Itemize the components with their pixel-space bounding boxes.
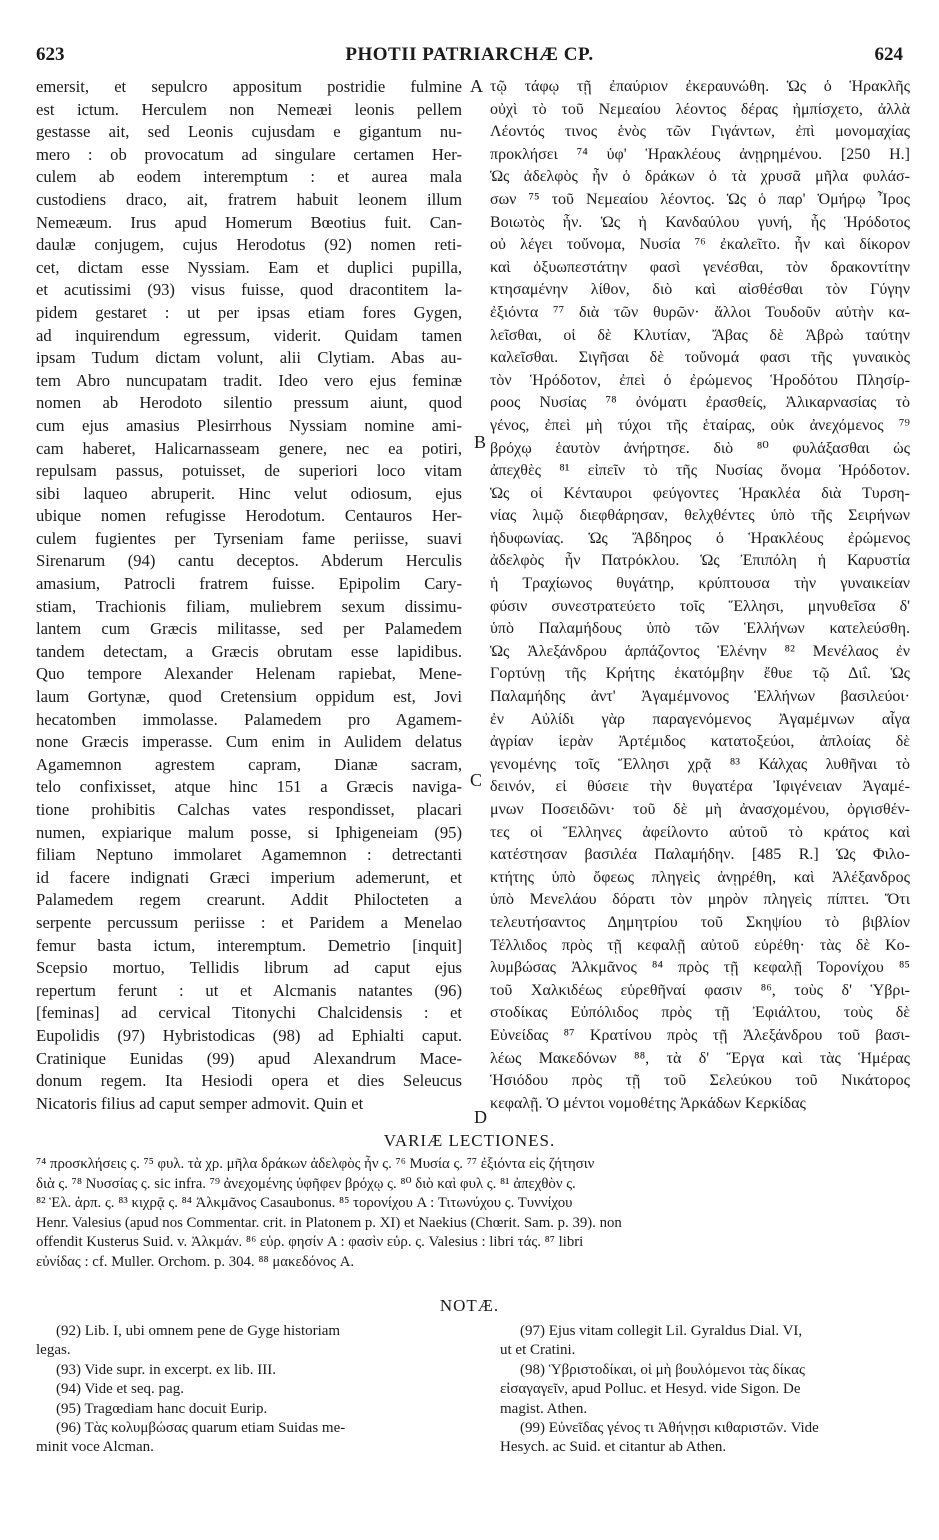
- latin-line: Cratinique Eunidas (99) apud Alexandrum Mace-: [36, 1048, 462, 1068]
- latin-line: tem Abro nuncupatam tradit. Ideo vero ejus feminæ: [36, 370, 462, 390]
- greek-line: οὐ λέγει τοὔνομα, Νυσία ⁷⁶ ἐκαλεῖτο. ἦν καὶ δίκορον: [490, 236, 910, 254]
- greek-line: λυμβώσας Ἀλκμᾶνος ⁸⁴ πρὸς τῇ κεφαλῇ Τορονίχου ⁸⁵: [490, 959, 910, 977]
- greek-line: ἡδυφωνίας. Ὡς Ἄβδηρος ὁ Ἡρακλέους ἐρώμενος: [490, 529, 910, 547]
- latin-line: culem ab eodem interemptum : et aurea mala: [36, 167, 462, 187]
- latin-line: custodiens draco, ait, fratrem habuit leonem illum: [36, 189, 462, 209]
- greek-line: κεφαλῇ. Ὁ μέντοι νομοθέτης Ἀρκάδων Κερκίδας: [490, 1094, 806, 1112]
- latin-line: ubique nomen refugisse Herodotum. Centauros Her-: [36, 506, 462, 526]
- note-line: magist. Athen.: [500, 1400, 588, 1417]
- latin-line: Agamemnon agrestem capram, Dianæ sacram,: [36, 754, 462, 774]
- greek-line: ἀγρίαν ἱερὰν Ἀρτέμιδος κατατοξεύοι, ἀπλοίας δὲ: [490, 733, 910, 751]
- latin-line: est ictum. Herculem non Nemeæi leonis pellem: [36, 99, 462, 119]
- page-number-left: 623: [36, 44, 65, 65]
- note-line: legas.: [36, 1342, 71, 1359]
- greek-line: ὑπὸ Παλαμήδους ὑπὸ τῶν Ἑλλήνων κατελεύσθη.: [490, 620, 910, 638]
- variant-reading-line: ⁷⁴ προσκλήσεις ς. ⁷⁵ φυλ. τὰ χρ. μῆλα δράκων ἀδελφὸς ἦν ς. ⁷⁶ Μυσία ς. ⁷⁷ ἐξιόντα εἰς ζήτησιν: [36, 1156, 595, 1172]
- note-line: minit voce Alcman.: [36, 1439, 154, 1456]
- greek-line: καλεῖσθαι. Σιγῆσαι δὲ τοὔνομά φασι τῆς γυναικὸς: [490, 349, 910, 367]
- variant-reading-line: offendit Kusterus Suid. v. Ἀλκμάν. ⁸⁶ εὑρ. φησίν A : φασὶν εὑρ. ς. Valesius : libri τάς. ⁸⁷ libri: [36, 1234, 584, 1251]
- latin-line: mero : ob provocatum ad singulare certamen Her-: [36, 144, 462, 164]
- greek-line: τελευτήσαντος Δημητρίου τοῦ Σκηψίου τὸ βιβλίον: [490, 913, 910, 931]
- note-line: εἰσαγαγεῖν, apud Polluc. et Hesyd. vide Sigon. De: [500, 1381, 801, 1398]
- margin-mark-b: B: [474, 432, 487, 452]
- latin-line: sibi laqueo abruperit. Hinc velut odiosum, ejus: [36, 483, 462, 503]
- latin-line: ipsam Tudum dictam volunt, alii Clytiam. Abas au-: [36, 348, 462, 368]
- note-line: (94) Vide et seq. pag.: [56, 1381, 184, 1398]
- greek-line: ἀδελφὸς ἦν Πατρόκλου. Ὡς Ἐπιπόλη ἡ Καρυστία: [490, 552, 910, 570]
- greek-line: τῷ τάφῳ τῇ ἐπαύριον ἐκεραυνώθη. Ὡς ὁ Ἡρακλῆς: [490, 78, 910, 95]
- note-line: (98) Ὑβριστοδίκαι, οἱ μὴ βουλόμενοι τὰς δίκας: [520, 1361, 805, 1378]
- greek-line: προκλήσει ⁷⁴ ὑφ' Ἡρακλέους ἀνῃρημένου. [250 H.]: [490, 145, 910, 163]
- greek-line: Εὐνείδας ⁸⁷ Κρατίνου πρὸς τῇ Ἀλεξάνδρου τοῦ βασι-: [490, 1026, 910, 1044]
- greek-line: Ὡς οἱ Κένταυροι φεύγοντες Ἡρακλέα διὰ Τυρση-: [490, 484, 910, 502]
- note-line: ut et Cratini.: [500, 1342, 576, 1359]
- latin-line: tandem detectam, a Græcis obrutam esse lapidibus.: [36, 641, 462, 661]
- greek-line: Παλαμήδης ἀντ' Ἀγαμέμνονος Ἑλλήνων βασιλεύοι·: [490, 688, 910, 706]
- greek-line: ροος Νυσίας ⁷⁸ ὀνόματι ἐρασθείς, Ἁλικαρνασίας τὸ: [490, 394, 910, 412]
- greek-line: κτήτης ὑπὸ ὄφεως πληγεὶς ἀνῃρέθη, καὶ Ἀλέξανδρος: [490, 868, 910, 886]
- latin-line: tione prohibitis Calchas vates respondisset, placari: [36, 800, 462, 819]
- greek-line: τες οἱ Ἕλληνες ἀφείλοντο αὐτοῦ τὸ κράτος καὶ: [490, 823, 910, 841]
- running-title: PHOTII PATRIARCHÆ CP.: [345, 44, 594, 65]
- variant-reading-line: Henr. Valesius (apud nos Commentar. crit. in Platonem p. XI) et Naekius (Chœrit. Sam. p. 39). non: [36, 1214, 622, 1231]
- greek-line: οὐχὶ τὸ τοῦ Νεμεαίου λέοντος δέρας ἠμπίσχετο, ἀλλὰ: [490, 100, 910, 118]
- latin-line: daulæ conjugem, cujus Herodotus (92) nomen reti-: [36, 235, 462, 255]
- latin-line: ad inquirendum egressum, viderit. Quidam tamen: [36, 325, 462, 345]
- greek-line: νίας λιμῷ διεφθάρησαν, θελχθέντες ὑπὸ τῆς Σειρήνων: [490, 507, 910, 525]
- latin-line: culem fugientes per Tyrseniam fame periisse, suavi: [36, 528, 462, 548]
- latin-line: telo confixisset, atque hinc 151 a Græcis naviga-: [36, 777, 462, 797]
- greek-line: καὶ ὀξυωπεστάτην φασὶ γενέσθαι, τὸν δρακοντίτην: [490, 258, 910, 276]
- latin-line: filiam Neptuno immolaret Agamemnon : detrectanti: [36, 845, 462, 865]
- latin-line: hecatomben immolasse. Palamedem pro Agamem-: [36, 709, 462, 729]
- margin-mark-a: A: [470, 76, 483, 96]
- greek-line: Βοιωτὸς ἦν. Ὡς ἡ Κανδαύλου γυνή, ἧς Ἡρόδοτος: [490, 213, 910, 231]
- latin-line: Nicatoris filius ad caput semper admovit. Quin et: [36, 1093, 364, 1113]
- greek-line: Τέλλιδος πρὸς τῇ κεφαλῇ αὐτοῦ εὑρέθη· τὰς δὲ Κο-: [490, 936, 910, 954]
- greek-line: γενομένης τοῖς Ἕλλησι χρᾷ ⁸³ Κάλχας λυθῆναι τὸ: [490, 755, 910, 773]
- latin-line: laum Gortynæ, quod Cretensium oppidum est, Jovi: [36, 687, 462, 707]
- latin-line: repulsam passus, potuisset, de superiori loco vitam: [36, 461, 462, 481]
- greek-line: κτησαμένην λίθον, διὸ καὶ αἰσθέσθαι τὸν Γύγην: [490, 281, 910, 299]
- greek-line: Ὡς Ἀλεξάνδρου ἁρπάζοντος Ἑλένην ⁸² Μενέλαος ἐν: [490, 642, 910, 660]
- greek-line: Ἡσιόδου πρὸς τῇ τοῦ Σελεύκου τοῦ Νικάτορος: [490, 1072, 910, 1090]
- greek-line: μνων Ποσειδῶνι· τοῦ δὲ μὴ ἀνασχομένου, ὀργισθέν-: [490, 801, 910, 818]
- note-line: (96) Τὰς κολυμβώσας quarum etiam Suidas me-: [56, 1419, 346, 1436]
- note-line: (95) Tragœdiam hanc docuit Eurip.: [56, 1400, 268, 1417]
- greek-line: κατέστησαν βασιλέα Παλαμήδην. [485 R.] Ὡς Φιλο-: [490, 846, 910, 864]
- note-line: (97) Ejus vitam collegit Lil. Gyraldus Dial. VI,: [520, 1323, 803, 1339]
- latin-line: nomen ab Herodoto silentio pressum aiunt, quod: [36, 393, 462, 413]
- margin-mark-d: D: [474, 1107, 487, 1127]
- latin-line: et acutissimi (93) visus fuisse, quod dracontitem la-: [36, 280, 462, 300]
- greek-line: Γορτύνῃ τῆς Κρήτης ἑκατόμβην ἔθυε τῷ Διΐ. Ὡς: [490, 665, 910, 683]
- latin-line: Quo tempore Alexander Helenam rapiebat, Mene-: [36, 664, 462, 684]
- latin-line: cam haberet, Halicarnasseam genere, nec ea potiri,: [36, 438, 462, 458]
- greek-line: Λέοντός τινος ἑνὸς τῶν Γιγάντων, ἐπὶ μονομαχίας: [490, 123, 910, 141]
- greek-line: ἐξιόντα ⁷⁷ διὰ τῶν θυρῶν· ἄλλοι Τουδοῦν αὐτὴν κα-: [490, 303, 910, 321]
- greek-line: ἀπεχθὲς ⁸¹ εἰπεῖν τὸ τῆς Νυσίας ὄνομα Ἡρόδοτον.: [490, 462, 910, 480]
- page-number-right: 624: [874, 44, 903, 65]
- latin-line: gestasse ait, sed Leonis cujusdam e gigantum nu-: [36, 122, 462, 142]
- latin-line: cum ejus amasius Plesirrhous Nyssiam nomine ami-: [36, 415, 462, 435]
- latin-line: emersit, et sepulcro appositum postridie fulmine: [36, 77, 462, 96]
- latin-column: [36, 76, 462, 1115]
- greek-line: ἡ Τραχίωνος θυγάτηρ, κρύπτουσα τὴν γυναικείαν: [490, 575, 910, 593]
- greek-line: ὑπὸ Μενελάου δόρατι τὸν μηρὸν πληγεὶς πίπτει. Ὅτι: [490, 891, 910, 909]
- greek-column: [490, 76, 910, 1115]
- margin-mark-c: C: [470, 770, 483, 790]
- latin-line: stiam, Trachionis filiam, muliebrem sexum dissimu-: [36, 596, 462, 616]
- note-line: Hesych. ac Suid. et citantur ab Athen.: [500, 1439, 727, 1456]
- greek-line: βρόχῳ ἑαυτὸν ἀνήρτησε. διὸ ⁸⁰ φυλάξασθαι ὡς: [490, 439, 910, 457]
- greek-line: σων ⁷⁵ τοῦ Νεμεαίου λέοντος. Ὡς ὁ παρ' Ὁμήρῳ Ἶρος: [490, 190, 910, 208]
- greek-line: ἐν Αὐλίδι γὰρ παραγενόμενος Ἀγαμέμνων αἶγα: [490, 710, 910, 728]
- greek-line: λέως Μακεδόνων ⁸⁸, τὰ δ' Ἔργα καὶ τὰς Ἡμέρας: [490, 1049, 910, 1067]
- latin-line: femur basta ictum, interemptum. Demetrio [inquit]: [36, 935, 462, 955]
- latin-line: [feminas] ad cervical Titonychi Chalcidensis : et: [36, 1003, 462, 1023]
- note-line: (92) Lib. I, ubi omnem pene de Gyge historiam: [56, 1323, 341, 1339]
- running-head: [36, 44, 903, 70]
- note-line: (93) Vide supr. in excerpt. ex lib. III.: [56, 1361, 277, 1378]
- variae-heading: VARIÆ LECTIONES.: [383, 1131, 556, 1150]
- latin-line: cet, dictam esse Nyssiam. Eam et duplici pupilla,: [36, 257, 462, 277]
- variae-lectiones: [36, 1155, 906, 1273]
- notae-heading: NOTÆ.: [439, 1296, 500, 1315]
- latin-line: none Græcis imperasse. Cum enim in Aulidem delatus: [36, 732, 462, 752]
- greek-line: τὸν Ἡρόδοτον, ἐπεὶ ὁ ἐρώμενος Ἡροδότου Πλησίρ-: [490, 371, 910, 389]
- greek-line: τοῦ Χαλκιδέως εὑρεθῆναί φασιν ⁸⁶, τοὺς δ' Ὑβρι-: [490, 981, 910, 999]
- notae-left-column: [36, 1322, 472, 1458]
- latin-line: Nemeæum. Irus apud Homerum Bœotius fuit. Can-: [36, 212, 462, 232]
- latin-line: donum regem. Ita Hesiodi opera et dies Seleucus: [36, 1071, 462, 1091]
- latin-line: repertum ferunt : ut et Alcmanis natantes (96): [36, 980, 462, 1000]
- greek-line: Ὡς ἀδελφὸς ἦν ὁ δράκων ὁ τὰ χρυσᾶ μῆλα φυλάσ-: [490, 168, 910, 186]
- variant-reading-line: εὐνίδας : cf. Muller. Orchom. p. 304. ⁸⁸ μακεδόνος A.: [36, 1253, 355, 1270]
- greek-line: στοδίκας Εὐπόλιδος πρὸς τῇ Ἐφιάλτου, τοὺς δὲ: [490, 1004, 910, 1022]
- greek-line: λεῖσθαι, οἱ δὲ Κλυτίαν, Ἄβας δὲ Ἁβρὼ ταύτην: [490, 326, 910, 344]
- notae-right-column: [500, 1322, 910, 1458]
- latin-line: pidem gestaret : ut per ipsas etiam fores Gygen,: [36, 302, 462, 322]
- variant-reading-line: ⁸² Ἑλ. ἁρπ. ς. ⁸³ κιχρᾷ ς. ⁸⁴ Ἀλκμᾶνος Casaubonus. ⁸⁵ τορονίχου A : Τιτωνύχου ς. Τυννίχου: [36, 1195, 573, 1212]
- latin-line: Eupolidis (97) Hybristodicas (98) ad Ephialti caput.: [36, 1025, 462, 1045]
- note-line: (99) Εὐνεῖδας γένος τι Ἀθήνῃσι κιθαριστῶν. Vide: [520, 1419, 819, 1436]
- latin-line: lantem cum Græcis militasse, sed per Palamedem: [36, 619, 462, 639]
- latin-line: numen, expiarique malum posse, si Iphigeneiam (95): [36, 822, 462, 842]
- greek-line: δεινόν, εἰ θύσειε τὴν θυγατέρα Ἰφιγένειαν Ἀγαμέ-: [490, 778, 910, 796]
- latin-line: Sirenarum (94) cantu deceptos. Abderum Herculis: [36, 551, 462, 571]
- variant-reading-line: διὰ ς. ⁷⁸ Νυσσίας ς. sic infra. ⁷⁹ ἀνεχομένης ὑφῆφεν βρόχῳ ς. ⁸⁰ διὸ καὶ φυλ ς. ⁸¹ ἀπεχθὸν ς.: [36, 1175, 576, 1192]
- latin-line: serpente percussum periisse : et Paridem a Menelao: [36, 912, 462, 932]
- greek-line: γένος, ἐπεὶ μὴ τύχοι τῆς ἑταίρας, οὐκ ἀνεχόμενος ⁷⁹: [490, 416, 910, 434]
- latin-line: Palamedem regem crearunt. Addit Philocteten a: [36, 890, 462, 910]
- latin-line: Scepsio mortuo, Tellidis librum ad caput ejus: [36, 958, 462, 978]
- greek-line: φύσιν συνεστρατεύετο τοῖς Ἕλλησι, μηνυθεῖσα δ': [490, 597, 910, 615]
- latin-line: amasium, Patrocli fratrem fuisse. Epipolim Cary-: [36, 574, 462, 594]
- latin-line: id facere indignati Græci imperium ademerunt, et: [36, 867, 462, 887]
